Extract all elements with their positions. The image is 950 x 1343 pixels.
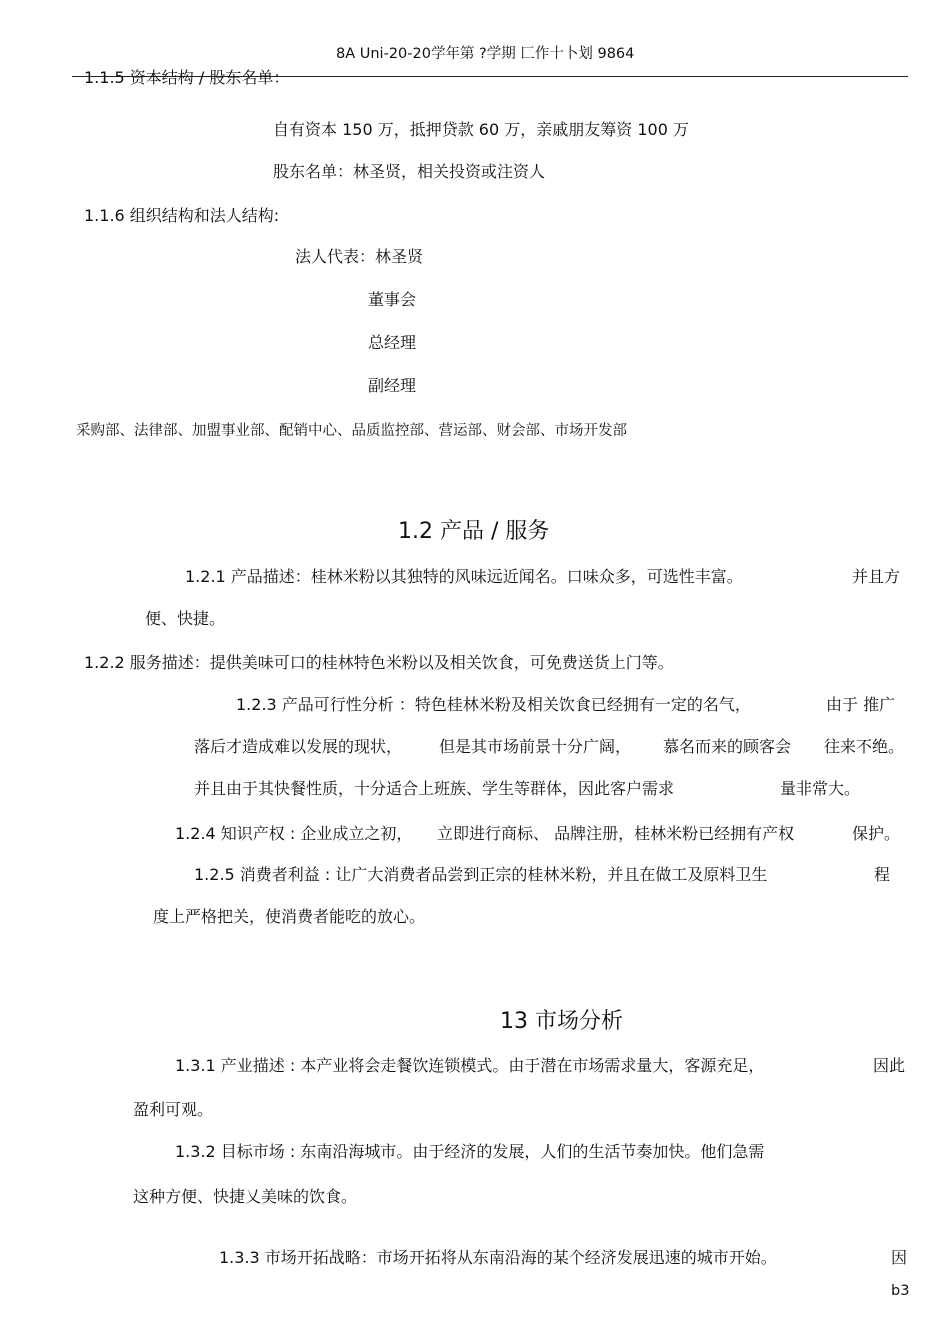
section-13-title: 13 市场分析 <box>500 1009 623 1034</box>
p123-line3-a: 并且由于其快餐性质，十分适合上班族、学生等群体，因此客户需求 <box>194 779 675 798</box>
org-departments: 采购部、法律部、加盟事业部、配销中心、品质监控部、营运部、财会部、市场开发部 <box>76 423 627 439</box>
p123-line3-b: 量非常大。 <box>780 779 861 798</box>
p131-line1-end: 因此 <box>873 1056 906 1075</box>
p121-line2: 便、快捷。 <box>145 609 226 628</box>
p125-line1-end: 程 <box>874 865 891 884</box>
p133-line1-end: 因 <box>891 1248 908 1267</box>
p124-line-b: 立即进行商标、 品牌注册，桂林米粉已经拥有产权 <box>437 824 795 843</box>
p123-line1: 1.2.3 产品可行性分析 ：特色桂林米粉及相关饮食已经拥有一定的名气， <box>236 695 751 714</box>
p123-line2-c: 慕名而来的顾客会 <box>663 737 792 756</box>
p131-line1: 1.3.1 产业描述 : 本产业将会走餐饮连锁模式。由于潜在市场需求量大，客源充足， <box>175 1056 765 1075</box>
p132-line1: 1.3.2 目标市场 : 东南沿海城市。由于经济的发展，人们的生活节奏加快。他们急需 <box>175 1142 765 1161</box>
p121-line1: 1.2.1 产品描述：桂林米粉以其独特的风味远近闻名。口味众多，可选性丰富。 <box>185 567 743 586</box>
section-12-title: 1.2 产品 / 服务 <box>398 519 550 544</box>
p123-line2-d: 往来不绝。 <box>824 737 905 756</box>
page-header: 8A Uni-20-20学年第 ?学期 匚作十卜划 9864 <box>336 46 635 62</box>
p121-line1-end: 并且方 <box>852 567 901 586</box>
p123-line1-end: 由于 推广 <box>826 695 896 714</box>
p125-line1: 1.2.5 消费者利益 : 让广大消费者品尝到正宗的桂林米粉，并且在做工及原料卫生 <box>194 865 768 884</box>
legal-representative: 法人代表：林圣贤 <box>295 247 424 266</box>
page-number: b3 <box>891 1283 910 1299</box>
p123-line2-a: 落后才造成难以发展的现状， <box>194 737 403 756</box>
section-115-heading: 1.1.5 资本结构 / 股东名单： <box>84 68 290 87</box>
p123-line2-b: 但是其市场前景十分广阔， <box>439 737 632 756</box>
org-vice-manager: 副经理 <box>368 376 417 395</box>
p124-line-a: 1.2.4 知识产权 : 企业成立之初， <box>175 824 413 843</box>
p131-line2: 盈利可观。 <box>133 1100 214 1119</box>
p132-line2: 这种方便、快捷乂美味的饮食。 <box>133 1187 358 1206</box>
p125-line2: 度上严格把关，使消费者能吃的放心。 <box>153 907 426 926</box>
org-board: 董事会 <box>368 290 417 309</box>
p124-line-c: 保护。 <box>852 824 901 843</box>
capital-structure-text: 自有资本 150 万，抵押贷款 60 万，亲戚朋友筹资 100 万 <box>273 120 689 139</box>
org-general-manager: 总经理 <box>368 333 417 352</box>
section-116-heading: 1.1.6 组织结构和法人结构: <box>84 206 280 225</box>
p122-text: 1.2.2 服务描述：提供美味可口的桂林特色米粉以及相关饮食，可免费送货上门等。 <box>84 653 674 672</box>
shareholders-text: 股东名单：林圣贤，相关投资或注资人 <box>273 162 546 181</box>
p133-line1: 1.3.3 市场开拓战略：市场开拓将从东南沿海的某个经济发展迅速的城市开始。 <box>219 1248 777 1267</box>
